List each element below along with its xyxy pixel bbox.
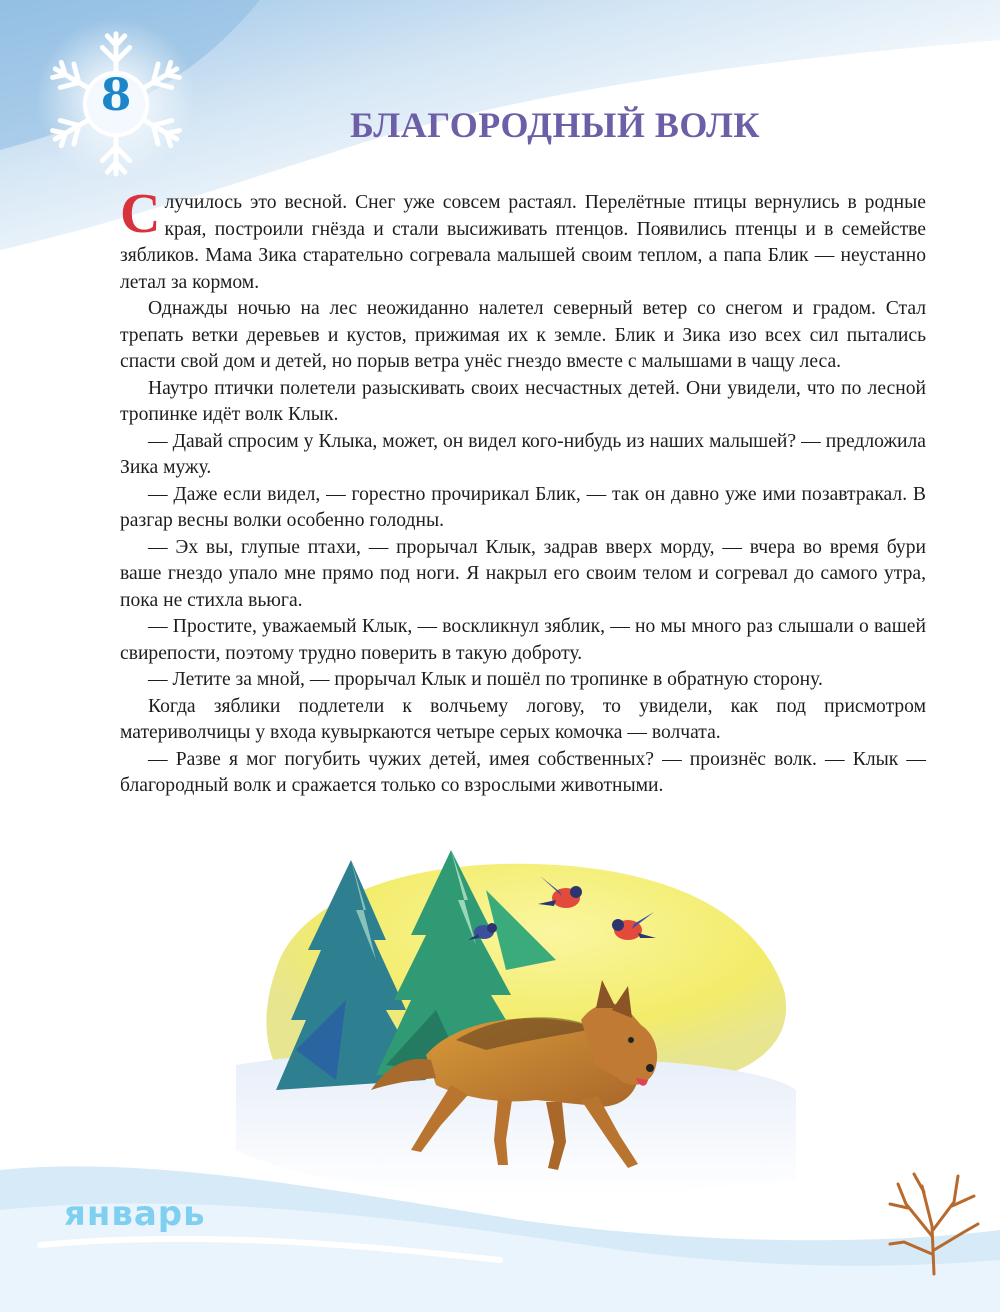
story-paragraph: Однажды ночью на лес неожиданно налетел северный ветер со снегом и градом. Стал трепать ветки деревьев и кустов, прижимая их к земле. Блик и Зика изо всех сил пытались спасти свой дом и детей, но порыв ветра унёс гнездо вместе с малышами в чащу леса. [120,298,926,372]
story-paragraph [120,183,926,296]
month-label: январь [64,1194,206,1234]
story-paragraph: — Даже если видел, — горестно прочирикал Блик, — так он давно уже ими позавтракал. В разгар весны волки особенно голодны. [120,483,926,531]
story-paragraph: — Давай спросим у Клыка, может, он видел кого-нибудь из наших малышей? — предложила Зика мужу. [120,430,926,478]
story-paragraph: — Простите, уважаемый Клык, — воскликнул зяблик, — но мы много раз слышали о вашей свирепости, поэтому трудно поверить в такую доброту. [120,616,926,664]
story-paragraph: — Эх вы, глупые птахи, — прорычал Клык, задрав вверх морду, — вчера во время бури ваше гнездо упало мне прямо под ноги. Я накрыл его своим телом и согревал до самого утра, пока не стихла вьюга. [120,536,926,611]
story-paragraph: Когда зяблики подлетели к волчьему логову, то увидели, как под присмотром материволчицы у входа кувыркаются четыре серых комочка — волчата. [120,695,926,743]
day-number: 8 [100,70,132,121]
story-text [120,183,926,800]
drop-cap: С [120,183,161,245]
story-paragraph: — Летите за мной, — прорычал Клык и пошёл по тропинке в обратную сторону. [148,669,823,690]
story-paragraph: Наутро птички полетели разыскивать своих несчастных детей. Они увидели, что по лесной тропинке идёт волк Клык. [120,377,926,425]
story-title: БЛАГОРОДНЫЙ ВОЛК [350,105,760,145]
story-paragraph: — Разве я мог погубить чужих детей, имея собственных? — произнёс волк. — Клык — благородный волк и сражается только со взрослыми животными. [120,748,926,796]
bare-bush-icon [884,1166,984,1276]
story-paragraph-text: лучилось это весной. Снег уже совсем растаял. Перелётные птицы вернулись в родные края, построили гнёзда и стали высиживать птенцов. Появились птенцы и в семействе зябликов. Мама Зика старательно согревала малышей своим теплом, а папа Блик — неустанно летал за кормом. [120,192,926,293]
